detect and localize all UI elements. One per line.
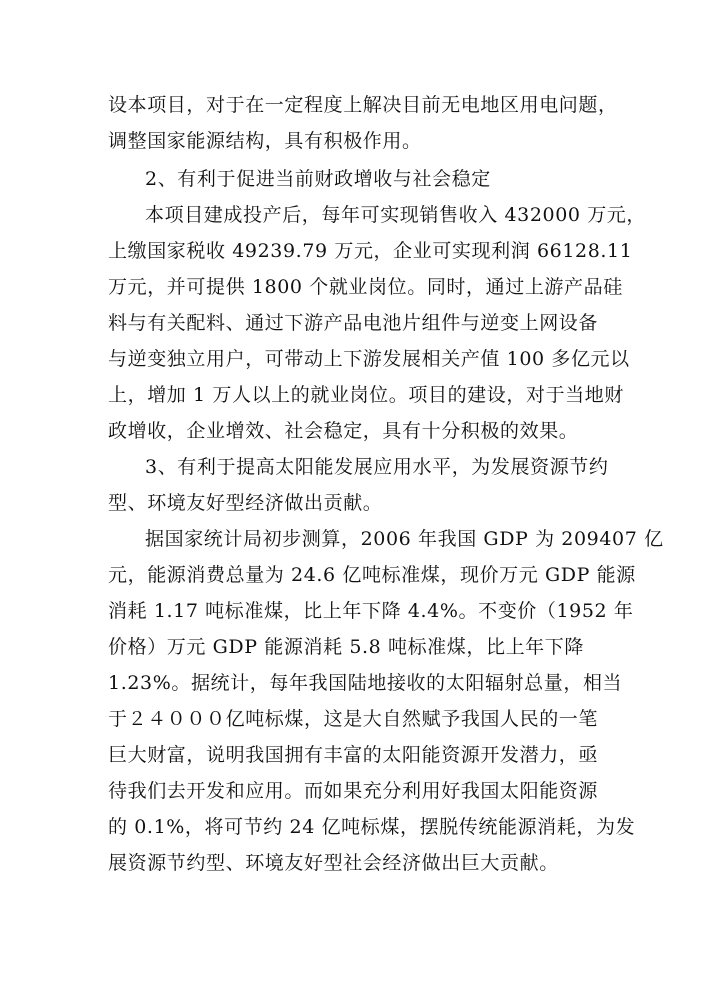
text-line: 展资源节约型、环境友好型社会经济做出巨大贡献。	[108, 852, 559, 874]
text-line: 型、环境友好型经济做出贡献。	[108, 492, 383, 514]
text-line: 设本项目，对于在一定程度上解决目前无电地区用电问题，	[108, 94, 618, 116]
text-line: 与逆变独立用户，可带动上下游发展相关产值 100 多亿元以	[108, 348, 630, 370]
text-line: 1.23%。据统计，每年我国陆地接收的太阳辐射总量，相当	[108, 672, 623, 694]
text-line: 待我们去开发和应用。而如果充分利用好我国太阳能资源	[108, 780, 599, 802]
text-line: 调整国家能源结构，具有积极作用。	[108, 130, 422, 152]
text-line: 上缴国家税收 49239.79 万元，企业可实现利润 66128.11	[108, 240, 633, 262]
text-line: 本项目建成投产后，每年可实现销售收入 432000 万元，	[145, 204, 647, 226]
section-heading-2: 2、有利于促进当前财政增收与社会稳定	[145, 168, 491, 190]
section-heading-3: 3、有利于提高太阳能发展应用水平，为发展资源节约	[145, 456, 609, 478]
text-line: 巨大财富，说明我国拥有丰富的太阳能资源开发潜力，亟	[108, 744, 599, 766]
text-line: 料与有关配料、通过下游产品电池片组件与逆变上网设备	[108, 312, 599, 334]
text-line: 元，能源消费总量为 24.6 亿吨标准煤，现价万元 GDP 能源	[108, 564, 636, 586]
text-line: 上，增加 1 万人以上的就业岗位。项目的建设，对于当地财	[108, 384, 624, 406]
text-line: 的 0.1%，将可节约 24 亿吨标煤，摆脱传统能源消耗，为发	[108, 816, 636, 838]
text-line: 于２４０００亿吨标煤，这是大自然赋予我国人民的一笔	[108, 708, 599, 730]
text-line: 据国家统计局初步测算，2006 年我国 GDP 为 209407 亿	[145, 528, 664, 550]
text-line: 消耗 1.17 吨标准煤，比上年下降 4.4%。不变价（1952 年	[108, 600, 634, 622]
text-line: 价格）万元 GDP 能源消耗 5.8 吨标准煤，比上年下降	[108, 636, 584, 658]
text-line: 万元，并可提供 1800 个就业岗位。同时，通过上游产品硅	[108, 276, 623, 298]
text-line: 政增收，企业增效、社会稳定，具有十分积极的效果。	[108, 420, 579, 442]
